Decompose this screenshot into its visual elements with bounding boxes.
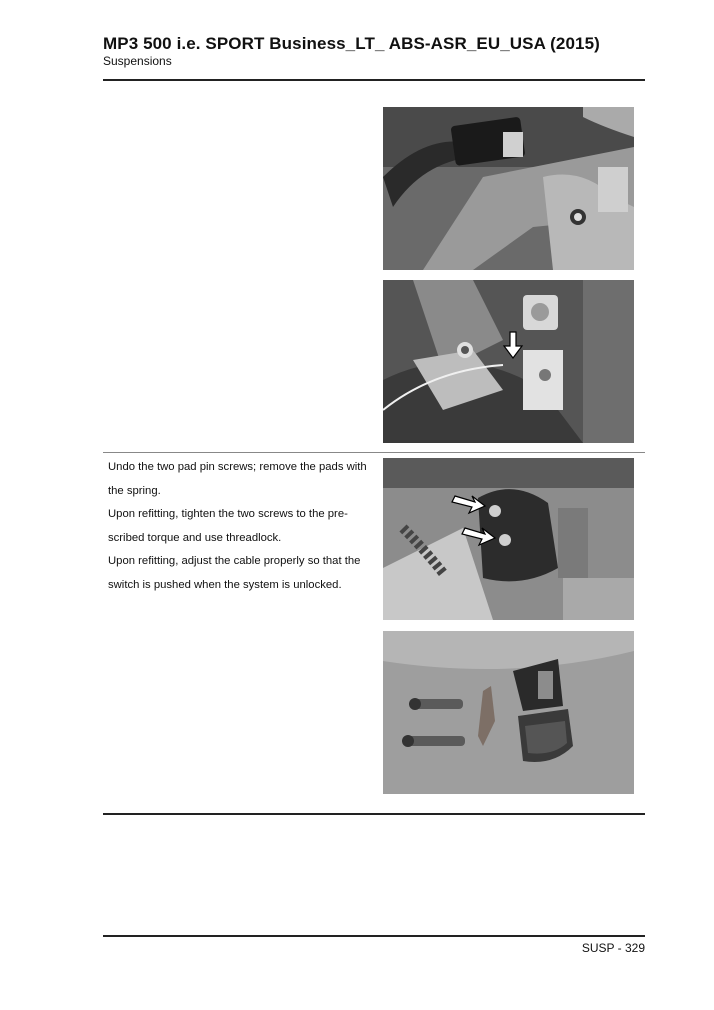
pads-spring-photo: [383, 631, 634, 794]
caliper-pin-screws-photo: [383, 458, 634, 620]
section-divider: [103, 452, 645, 453]
switch-arrow-photo: [383, 280, 634, 443]
brake-switch-photo: [383, 107, 634, 270]
instruction-step: Upon refitting, tighten the two screws to the pre-scribed torque and use threadlock.: [108, 508, 348, 544]
footer-divider: [103, 935, 645, 937]
section-title: Suspensions: [103, 54, 172, 68]
header-divider: [103, 79, 645, 81]
content-end-divider: [103, 813, 645, 815]
instructions-text: [108, 456, 376, 597]
instruction-step: Upon refitting, adjust the cable properly so that the switch is pushed when the system is unlocked.: [108, 555, 361, 591]
document-title: MP3 500 i.e. SPORT Business_LT_ ABS-ASR_EU_USA (2015): [103, 34, 600, 53]
page-number: SUSP - 329: [581, 941, 645, 955]
instruction-step: Undo the two pad pin screws; remove the pads with the spring.: [108, 461, 367, 497]
